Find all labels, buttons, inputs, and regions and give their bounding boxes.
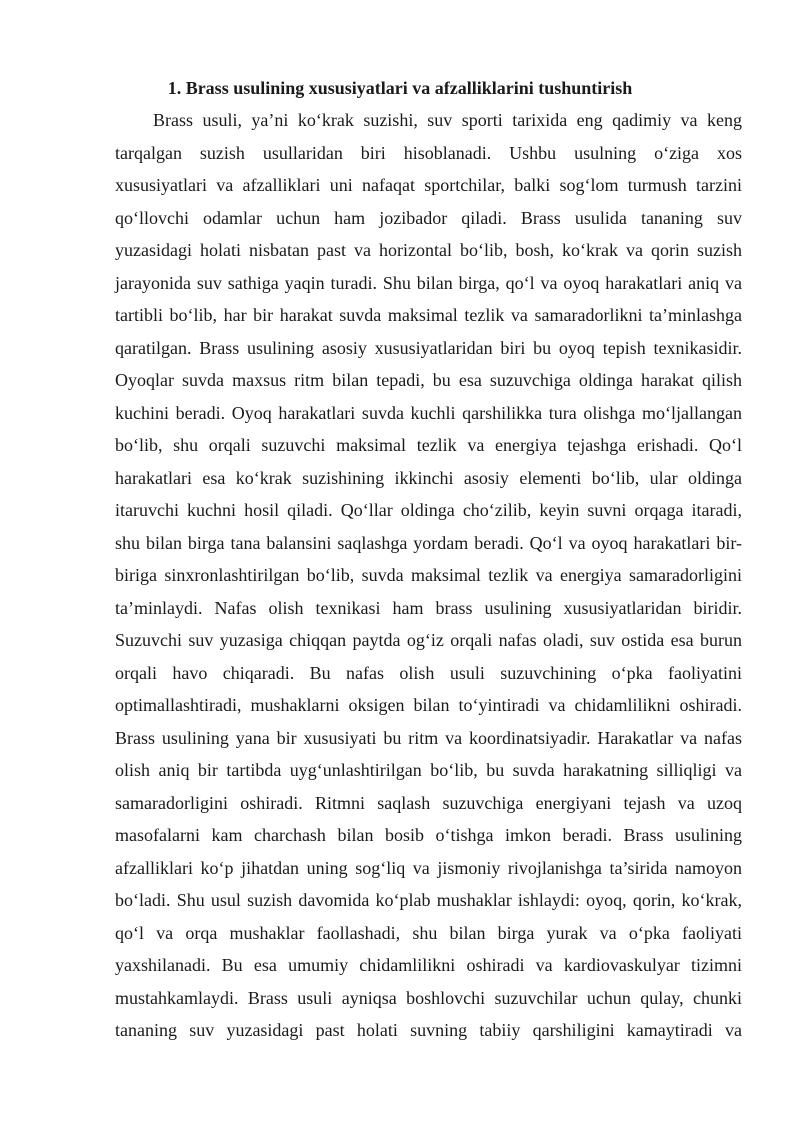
paragraph-line: optimallashtiradi, mushaklarni oksigen bilan to‘yintiradi va chidamlilikni oshiradi. bbox=[115, 695, 742, 715]
paragraph-line: jarayonida suv sathiga yaqin turadi. Shu bilan birga, qo‘l va oyoq harakatlari aniq va bbox=[115, 272, 742, 293]
paragraph-line: orqali havo chiqaradi. Bu nafas olish usuli suzuvchining o‘pka faoliyatini bbox=[115, 662, 742, 683]
paragraph-line: tartibli bo‘lib, har bir harakat suvda maksimal tezlik va samaradorlikni ta’minlashga bbox=[115, 305, 742, 325]
paragraph-line: biriga sinxronlashtirilgan bo‘lib, suvda maksimal tezlik va energiya samaradorligini bbox=[115, 565, 742, 585]
paragraph-line: olish aniq bir tartibda uyg‘unlashtirilgan bo‘lib, bu suvda harakatning silliqligi va bbox=[115, 760, 742, 780]
paragraph-line: qaratilgan. Brass usulining asosiy xususiyatlaridan biri bu oyoq tepish texnikasidir. bbox=[115, 337, 742, 358]
paragraph-line: harakatlari esa ko‘krak suzishining ikkinchi asosiy elementi bo‘lib, ular oldinga bbox=[115, 467, 742, 488]
paragraph-line: tananing suv yuzasidagi past holati suvning tabiiy qarshiligini kamaytiradi va bbox=[115, 1020, 742, 1040]
paragraph-line: qo‘l va orqa mushaklar faollashadi, shu bilan birga yurak va o‘pka faoliyati bbox=[115, 922, 742, 943]
paragraph-line: Brass usulining yana bir xususiyati bu ritm va koordinatsiyadir. Harakatlar va nafas bbox=[115, 727, 742, 748]
paragraph-line: bo‘lib, shu orqali suzuvchi maksimal tezlik va energiya tejashga erishadi. Qo‘l bbox=[115, 435, 742, 455]
paragraph-line: tarqalgan suzish usullaridan biri hisoblanadi. Ushbu usulning o‘ziga xos bbox=[115, 142, 742, 163]
paragraph-line: afzalliklari ko‘p jihatdan uning sog‘liq va jismoniy rivojlanishga ta’sirida namoyon bbox=[115, 857, 742, 878]
paragraph-line: bo‘ladi. Shu usul suzish davomida ko‘plab mushaklar ishlaydi: oyoq, qorin, ko‘krak, bbox=[115, 890, 742, 910]
paragraph-line: masofalarni kam charchash bilan bosib o‘tishga imkon beradi. Brass usulining bbox=[115, 825, 742, 845]
paragraph-line: mustahkamlaydi. Brass usuli ayniqsa boshlovchi suzuvchilar uchun qulay, chunki bbox=[115, 987, 742, 1008]
paragraph-line: Oyoqlar suvda maxsus ritm bilan tepadi, bu esa suzuvchiga oldinga harakat qilish bbox=[115, 370, 742, 390]
paragraph-line: yuzasidagi holati nisbatan past va horizontal bo‘lib, bosh, ko‘krak va qorin suzish bbox=[115, 240, 742, 260]
paragraph-line: shu bilan birga tana balansini saqlashga yordam beradi. Qo‘l va oyoq harakatlari bir- bbox=[115, 532, 742, 553]
paragraph-line: samaradorligini oshiradi. Ritmni saqlash suzuvchiga energiyani tejash va uzoq bbox=[115, 792, 742, 813]
paragraph-line: qo‘llovchi odamlar uchun ham jozibador qiladi. Brass usulida tananing suv bbox=[115, 207, 742, 228]
paragraph-line: ta’minlaydi. Nafas olish texnikasi ham brass usulining xususiyatlaridan biridir. bbox=[115, 597, 742, 618]
paragraph-line: yaxshilanadi. Bu esa umumiy chidamlilikni oshiradi va kardiovaskulyar tizimni bbox=[115, 955, 742, 975]
paragraph-line: kuchini beradi. Oyoq harakatlari suvda kuchli qarshilikka tura olishga mo‘ljallangan bbox=[115, 402, 742, 423]
section-heading: 1. Brass usulining xususiyatlari va afzalliklarini tushuntirish bbox=[167, 78, 633, 98]
paragraph-line: Brass usuli, ya’ni ko‘krak suzishi, suv sporti tarixida eng qadimiy va keng bbox=[153, 110, 742, 130]
paragraph-line: itaruvchi kuchni hosil qiladi. Qo‘llar oldinga cho‘zilib, keyin suvni orqaga itaradi, bbox=[115, 500, 742, 520]
paragraph-line: Suzuvchi suv yuzasiga chiqqan paytda og‘iz orqali nafas oladi, suv ostida esa burun bbox=[115, 630, 742, 650]
paragraph-line: xususiyatlari va afzalliklari uni nafaqat sportchilar, balki sog‘lom turmush tarzini bbox=[115, 175, 742, 195]
